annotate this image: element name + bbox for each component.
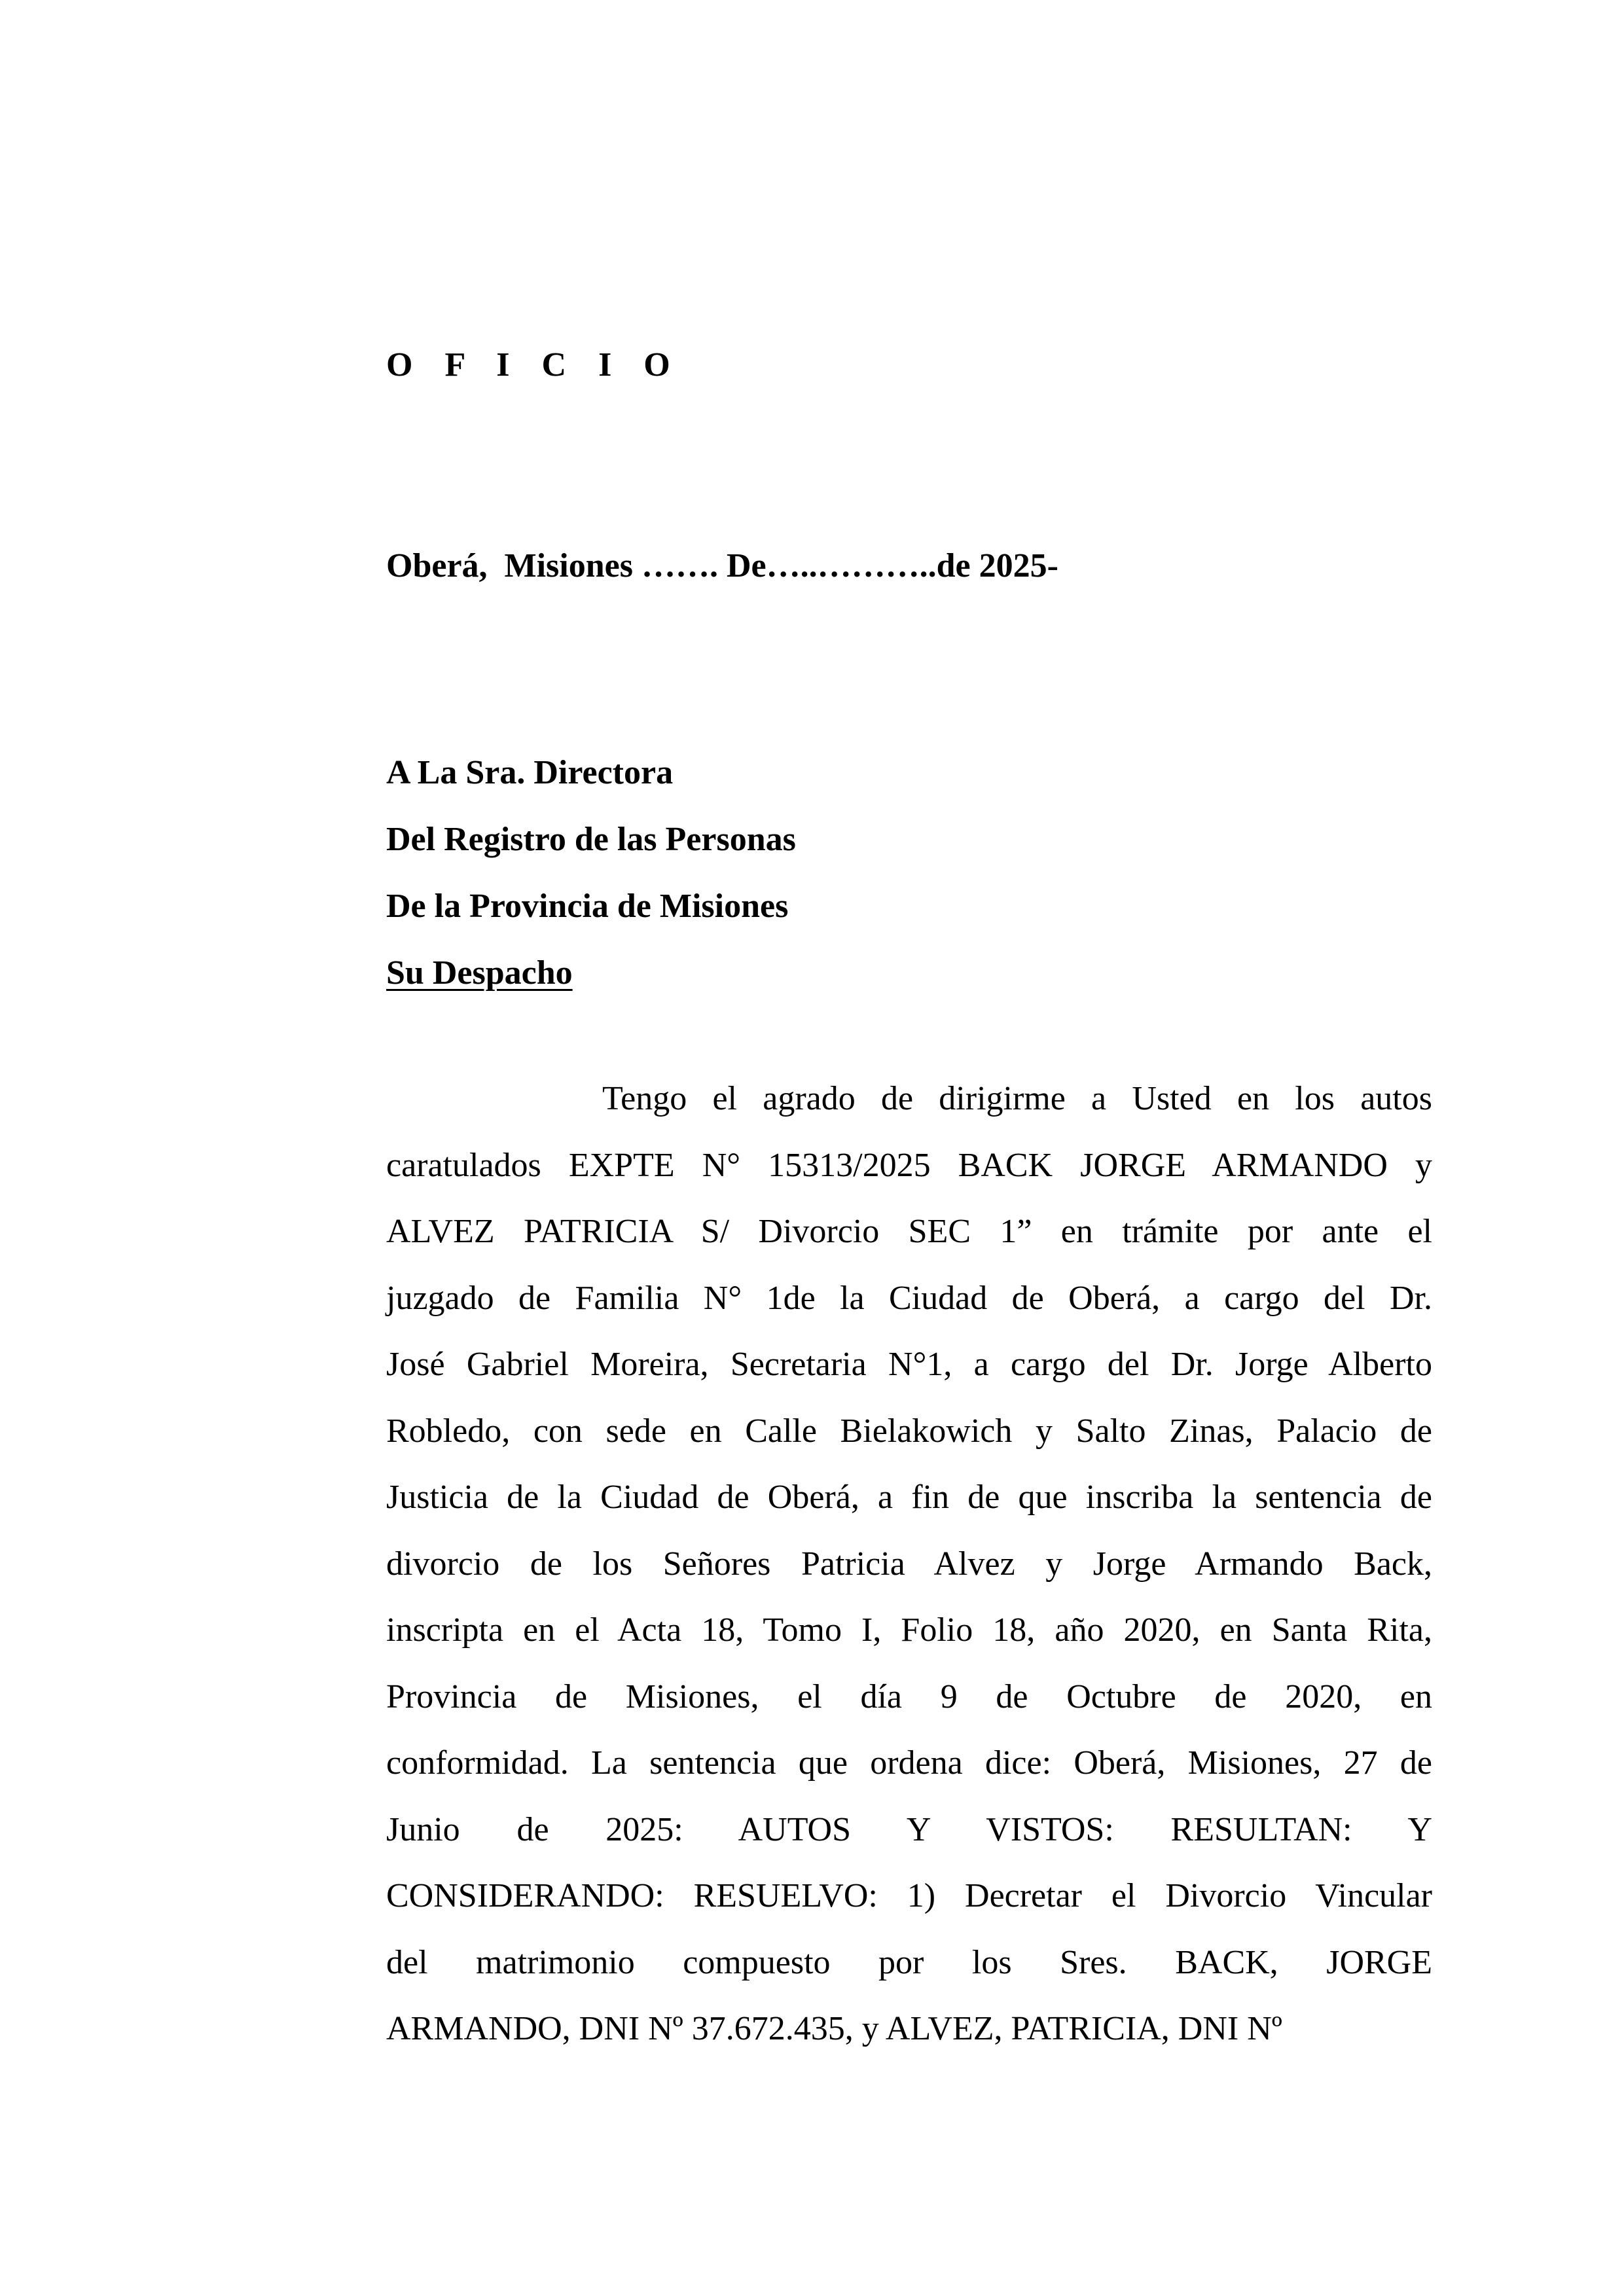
body-line: juzgado de Familia N° 1de la Ciudad de Oberá, a cargo del Dr. (386, 1279, 1432, 1317)
body-paragraph (386, 1066, 1432, 2062)
body-line: inscripta en el Acta 18, Tomo I, Folio 18, año 2020, en Santa Rita, (386, 1611, 1432, 1649)
recipient-line-2: Del Registro de las Personas (386, 821, 796, 858)
document-title: O F I C I O (386, 346, 682, 384)
body-line: divorcio de los Señores Patricia Alvez y Jorge Armando Back, (386, 1545, 1432, 1583)
body-line: caratulados EXPTE N° 15313/2025 BACK JORGE ARMANDO y (386, 1146, 1432, 1184)
recipient-line-3: De la Provincia de Misiones (386, 888, 789, 925)
recipient-line-1: A La Sra. Directora (386, 754, 674, 791)
body-line: José Gabriel Moreira, Secretaria N°1, a cargo del Dr. Jorge Alberto (386, 1346, 1432, 1383)
body-line: CONSIDERANDO: RESUELVO: 1) Decretar el Divorcio Vincular (386, 1877, 1432, 1914)
body-line: Junio de 2025: AUTOS Y VISTOS: RESULTAN: Y (386, 1810, 1432, 1848)
body-line: ARMANDO, DNI Nº 37.672.435, y ALVEZ, PATRICIA, DNI Nº (386, 2010, 1282, 2047)
body-line: Justicia de la Ciudad de Oberá, a fin de que inscriba la sentencia de (386, 1479, 1432, 1516)
body-line: del matrimonio compuesto por los Sres. BACK, JORGE (386, 1943, 1432, 1981)
place-date-line: Oberá, Misiones ……. De…..………..de 2025- (386, 547, 1058, 584)
recipient-block (386, 740, 796, 1007)
body-line: Robledo, con sede en Calle Bielakowich y Salto Zinas, Palacio de (386, 1412, 1432, 1450)
body-line: Provincia de Misiones, el día 9 de Octubre de 2020, en (386, 1677, 1432, 1715)
recipient-line-4: Su Despacho (386, 954, 573, 992)
body-line: ALVEZ PATRICIA S/ Divorcio SEC 1” en trámite por ante el (386, 1213, 1432, 1250)
body-line: Tengo el agrado de dirigirme a Usted en los autos (602, 1080, 1432, 1117)
body-line: conformidad. La sentencia que ordena dice: Oberá, Misiones, 27 de (386, 1744, 1432, 1782)
